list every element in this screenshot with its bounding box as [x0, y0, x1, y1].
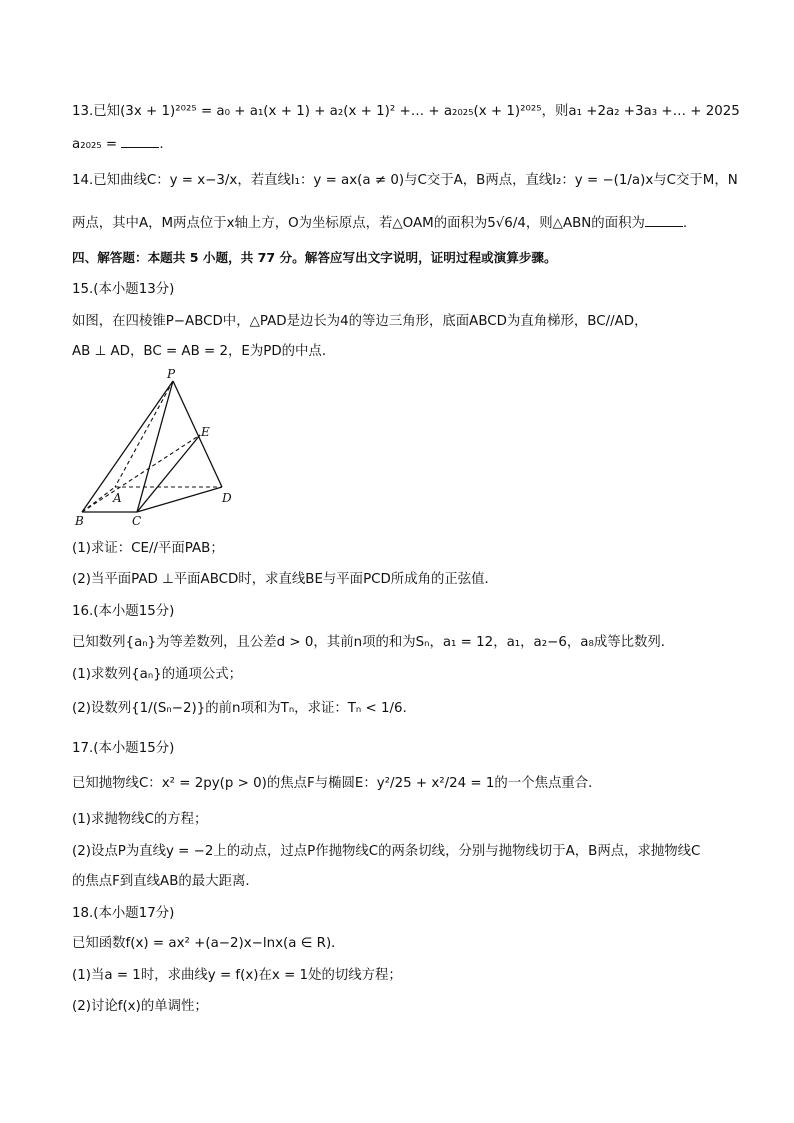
q14-answer-blank: [645, 214, 683, 227]
q14-line2: 两点，其中A，M两点位于x轴上方，O为坐标原点，若△OAM的面积为5√6/4，则△ABN的面积为 .: [72, 216, 688, 231]
q13-line2: a₂₀₂₅ = .: [72, 137, 164, 152]
q13-answer-label: a₂₀₂₅ =: [72, 137, 122, 152]
q15-stem-line2: AB ⊥ AD，BC = AB = 2，E为PD的中点．: [72, 344, 336, 359]
q15-part1: (1)求证：CE//平面PAB；: [72, 541, 224, 556]
q13-line1: 13.已知(3x + 1)²⁰²⁵ = a₀ + a₁(x + 1) + a₂(x + 1)² +… + a₂₀₂₅(x + 1)²⁰²⁵，则a₁ +2a₂ +3a₃ +… + 2025: [72, 104, 740, 119]
q18-part2: (2)讨论f(x)的单调性；: [72, 999, 208, 1014]
q17-part2-line1: (2)设点P为直线y = −2上的动点，过点P作抛物线C的两条切线，分别与抛物线切于A，B两点，求抛物线C: [72, 844, 701, 859]
q16-part1: (1)求数列{aₙ}的通项公式；: [72, 667, 243, 682]
label-C: C: [132, 514, 142, 528]
q14-line1: 14.已知曲线C：y = x−3/x，若直线l₁：y = ax(a ≠ 0)与C交于A，B两点，直线l₂：y = −(1/a)x与C交于M，N: [72, 173, 738, 188]
q18-part1: (1)当a = 1时，求曲线y = f(x)在x = 1处的切线方程；: [72, 968, 402, 983]
q16-part2: (2)设数列{1/(Sₙ−2)}的前n项和为Tₙ，求证：Tₙ < 1/6.: [72, 701, 407, 716]
q13-answer-blank: [121, 135, 159, 148]
q16-stem: 已知数列{aₙ}为等差数列，且公差d > 0，其前n项的和为Sₙ，a₁ = 12，a₁，a₂−6，a₈成等比数列．: [72, 635, 675, 650]
q15-stem-line1: 如图，在四棱锥P−ABCD中，△PAD是边长为4的等边三角形，底面ABCD为直角梯形，BC//AD，: [72, 314, 648, 329]
q17-part2-line2: 的焦点F到直线AB的最大距离．: [72, 874, 259, 889]
q18-header: 18.(本小题17分): [72, 906, 175, 921]
q15-header: 15.(本小题13分): [72, 282, 175, 297]
pyramid-figure: [70, 365, 250, 530]
q17-part1: (1)求抛物线C的方程；: [72, 812, 208, 827]
label-B: B: [75, 514, 84, 528]
section-4-heading: 四、解答题：本题共 5 小题，共 77 分。解答应写出文字说明，证明过程或演算步骤。: [72, 250, 557, 265]
q16-header: 16.(本小题15分): [72, 604, 175, 619]
label-D: D: [222, 491, 232, 505]
q17-stem: 已知抛物线C：x² = 2py(p > 0)的焦点F与椭圆E：y²/25 + x²/24 = 1的一个焦点重合．: [72, 776, 602, 791]
label-E: E: [201, 425, 210, 439]
label-A: A: [113, 491, 122, 505]
label-P: P: [167, 367, 176, 381]
q17-header: 17.(本小题15分): [72, 741, 175, 756]
q15-part2: (2)当平面PAD ⊥平面ABCD时，求直线BE与平面PCD所成角的正弦值．: [72, 572, 498, 587]
q18-stem: 已知函数f(x) = ax² +(a−2)x−lnx(a ∈ R)．: [72, 936, 345, 951]
